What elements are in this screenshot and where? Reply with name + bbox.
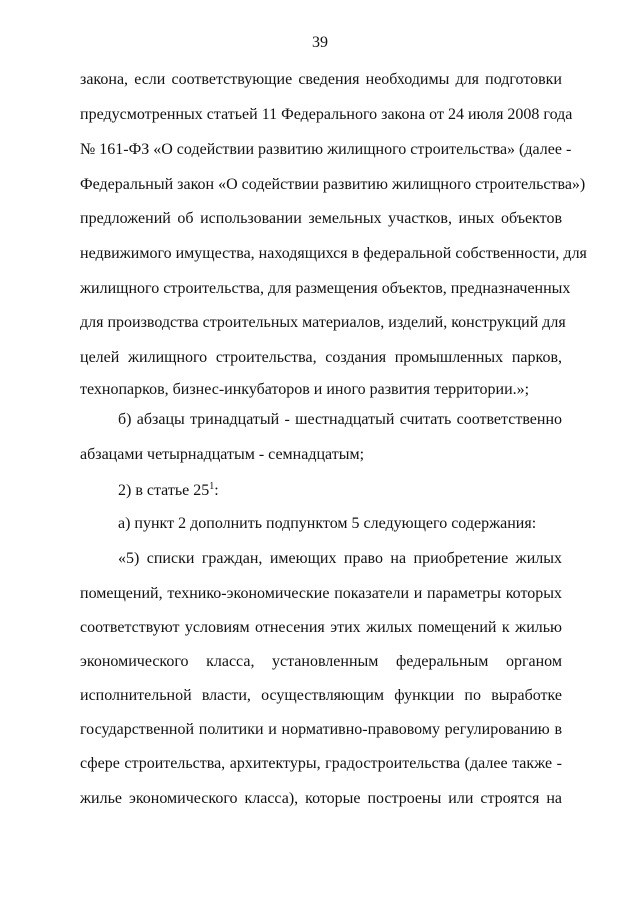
text-line: б) абзацы тринадцатый - шестнадцатый считать соответственно — [118, 411, 562, 428]
text-line: для производства строительных материалов, изделий, конструкций для — [80, 314, 566, 331]
text-line: предусмотренных статьей 11 Федерального закона от 24 июля 2008 года — [80, 106, 573, 123]
text-segment: : — [214, 482, 219, 499]
text-line: предложений об использовании земельных участков, иных объектов — [80, 210, 562, 227]
text-line: недвижимого имущества, находящихся в федеральной собственности, для — [80, 245, 587, 262]
text-line: технопарков, бизнес-инкубаторов и иного развития территории.»; — [80, 381, 530, 398]
text-line: абзацами четырнадцатым - семнадцатым; — [80, 446, 365, 463]
text-line: № 161-ФЗ «О содействии развитию жилищного строительства» (далее - — [80, 141, 572, 158]
text-line: жилье экономического класса), которые построены или строятся на — [80, 790, 562, 807]
text-line: экономического класса, установленным федеральным органом — [80, 653, 562, 670]
text-line: сфере строительства, архитектуры, градостроительства (далее также - — [80, 755, 562, 772]
text-line: жилищного строительства, для размещения объектов, предназначенных — [80, 280, 571, 297]
text-line: исполнительной власти, осуществляющим функции по выработке — [80, 687, 562, 704]
text-line: Федеральный закон «О содействии развитию жилищного строительства») — [80, 176, 586, 193]
text-line: а) пункт 2 дополнить подпунктом 5 следующего содержания: — [118, 515, 537, 532]
text-line — [118, 481, 219, 501]
text-line: «5) списки граждан, имеющих право на приобретение жилых — [118, 550, 562, 567]
superscript: 1 — [209, 481, 215, 492]
text-segment: 2) в статье 25 — [118, 482, 210, 499]
text-line: закона, если соответствующие сведения необходимы для подготовки — [80, 71, 562, 88]
text-line: помещений, технико-экономические показатели и параметры которых — [80, 585, 562, 602]
text-line: государственной политики и нормативно-правовому регулированию в — [80, 721, 562, 738]
text-line: целей жилищного строительства, создания промышленных парков, — [80, 349, 562, 366]
page-number: 39 — [312, 34, 328, 51]
text-line: соответствуют условиям отнесения этих жилых помещений к жилью — [80, 619, 562, 636]
